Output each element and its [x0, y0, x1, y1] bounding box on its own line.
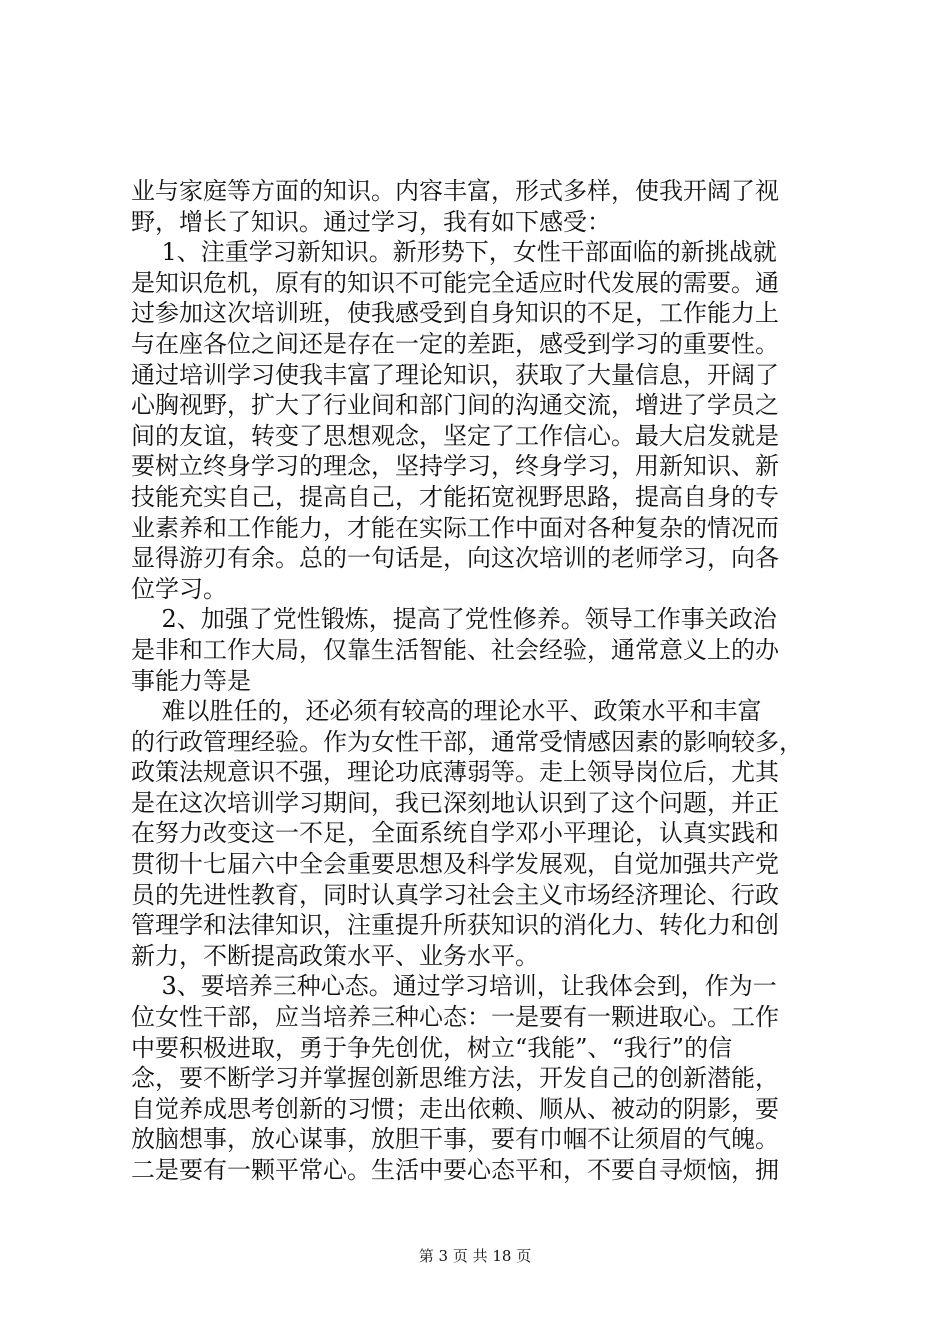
- text-line: 贯彻十七届六中全会重要思想及科学发展观，自觉加强共产党: [131, 850, 779, 879]
- text-line: 事能力等是: [131, 666, 251, 695]
- text-line: 难以胜任的，还必须有较高的理论水平、政策水平和丰富: [131, 697, 762, 726]
- text-line: 自觉养成思考创新的习惯；走出依赖、顺从、被动的阴影，要: [131, 1094, 779, 1123]
- text-line: 是知识危机，原有的知识不可能完全适应时代发展的需要。通: [131, 268, 779, 297]
- text-line: 的行政管理经验。作为女性干部，通常受情感因素的影响较多，: [131, 727, 803, 756]
- text-line: 技能充实自己，提高自己，才能拓宽视野思路，提高自身的专: [131, 482, 779, 511]
- text-line: 要树立终身学习的理念，坚持学习，终身学习，用新知识、新: [131, 452, 779, 481]
- body-text: [131, 176, 831, 1186]
- text-line: 位女性干部，应当培养三种心态：一是要有一颗进取心。工作: [131, 1003, 779, 1032]
- text-line: 心胸视野，扩大了行业间和部门间的沟通交流，增进了学员之: [131, 391, 779, 420]
- text-line: 1、注重学习新知识。新形势下，女性干部面临的新挑战就: [131, 238, 777, 267]
- text-line: 政策法规意识不强，理论功底薄弱等。走上领导岗位后，尤其: [131, 758, 779, 787]
- text-line: 通过培训学习使我丰富了理论知识，获取了大量信息，开阔了: [131, 360, 779, 389]
- text-line: 在努力改变这一不足，全面系统自学邓小平理论，认真实践和: [131, 819, 779, 848]
- text-line: 过参加这次培训班，使我感受到自身知识的不足，工作能力上: [131, 299, 779, 328]
- text-line: 位学习。: [131, 574, 227, 603]
- text-line: 与在座各位之间还是存在一定的差距，感受到学习的重要性。: [131, 329, 779, 358]
- text-line: 中要积极进取，勇于争先创优，树立“我能”、“我行”的信: [131, 1033, 733, 1062]
- text-line: 二是要有一颗平常心。生活中要心态平和，不要自寻烦恼，拥: [131, 1156, 779, 1184]
- text-line: 新力，不断提高政策水平、业务水平。: [131, 941, 539, 970]
- text-line: 业素养和工作能力，才能在实际工作中面对各种复杂的情况而: [131, 513, 779, 542]
- text-line: 野，增长了知识。通过学习，我有如下感受：: [131, 207, 611, 236]
- text-line: 间的友谊，转变了思想观念，坚定了工作信心。最大启发就是: [131, 421, 779, 450]
- text-line: 显得游刃有余。总的一句话是，向这次培训的老师学习，向各: [131, 544, 779, 573]
- text-line: 员的先进性教育，同时认真学习社会主义市场经济理论、行政: [131, 880, 779, 909]
- text-line: 放脑想事，放心谋事，放胆干事，要有巾帼不让须眉的气魄。: [131, 1125, 779, 1154]
- text-line: 是在这次培训学习期间，我已深刻地认识到了这个问题，并正: [131, 788, 779, 817]
- text-line: 2、加强了党性锻炼，提高了党性修养。领导工作事关政治: [131, 605, 777, 634]
- page-number-footer: 第 3 页 共 18 页: [418, 1247, 532, 1265]
- text-line: 3、要培养三种心态。通过学习培训，让我体会到，作为一: [131, 972, 777, 1001]
- text-line: 念，要不断学习并掌握创新思维方法，开发自己的创新潜能，: [131, 1064, 779, 1093]
- text-line: 管理学和法律知识，注重提升所获知识的消化力、转化力和创: [131, 911, 779, 940]
- text-line: 业与家庭等方面的知识。内容丰富，形式多样，使我开阔了视: [131, 177, 779, 205]
- text-line: 是非和工作大局，仅靠生活智能、社会经验，通常意义上的办: [131, 635, 779, 664]
